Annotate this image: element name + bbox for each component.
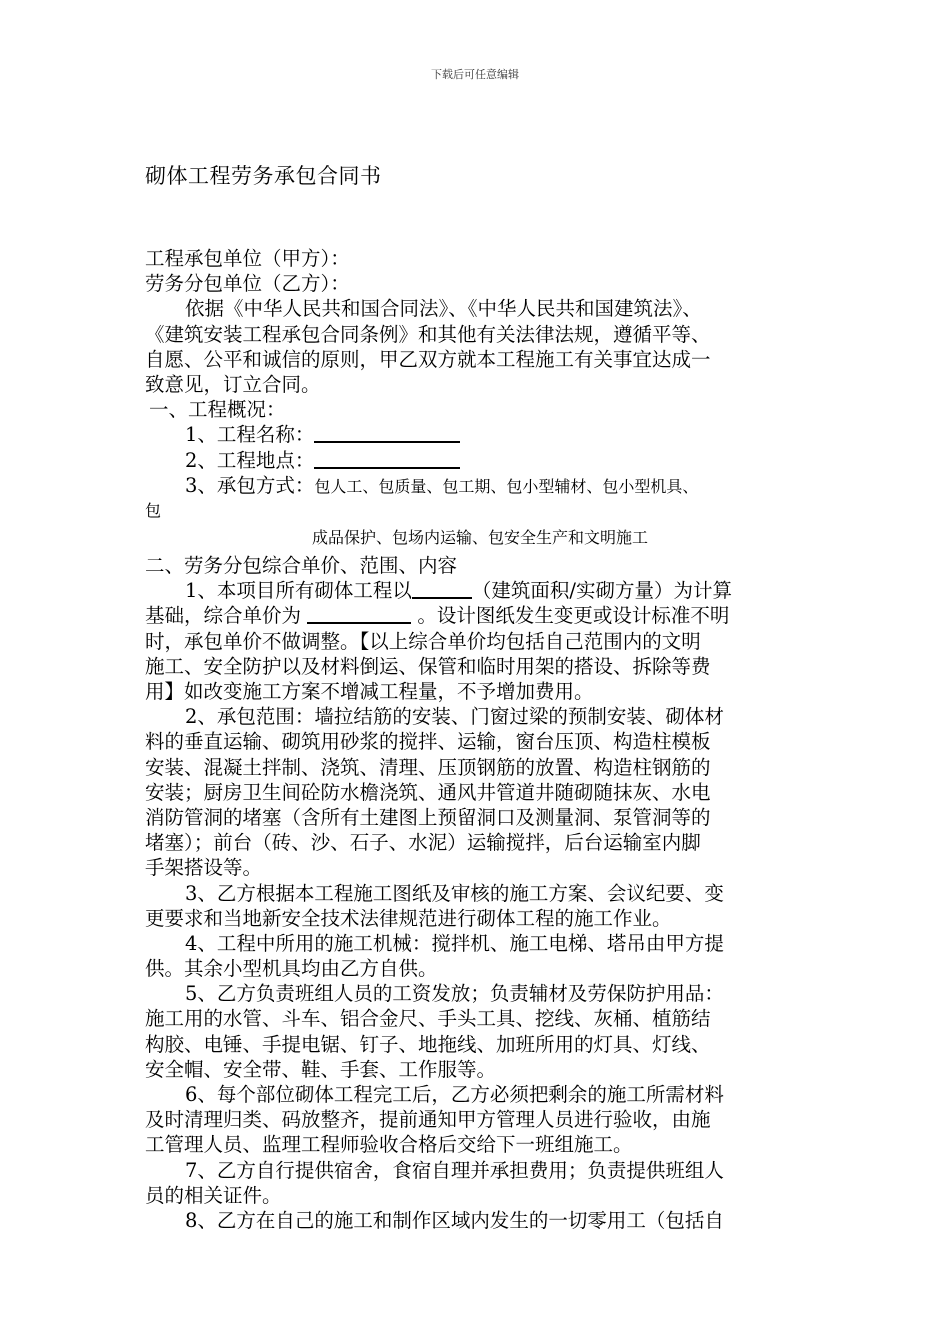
item-1-line: 施工、安全防护以及材料倒运、保管和临时用架的搭设、拆除等费 <box>145 654 711 678</box>
project-location-blank <box>314 449 460 469</box>
item-5-line: 施工用的水管、斗车、铝合金尺、手头工具、挖线、灰桶、植筋结 <box>145 1007 711 1031</box>
item-8-line: 8、乙方在自己的施工和制作区域内发生的一切零用工（包括自 <box>185 1208 724 1232</box>
item-6-line: 工管理人员、监理工程师验收合格后交给下一班组施工。 <box>145 1133 633 1157</box>
item-5-line: 构胶、电锤、手提电锯、钉子、地拖线、加班所用的灯具、灯线、 <box>145 1032 711 1056</box>
project-name-blank <box>314 423 460 443</box>
item-2-line: 安装；厨房卫生间砼防水檐浇筑、通风井管道井随砌随抹灰、水电 <box>145 780 711 804</box>
item-1-line: 用】如改变施工方案不增减工程量，不予增加费用。 <box>145 680 594 703</box>
item-1-text-d: 。设计图纸发生变更或设计标准不明 <box>417 604 730 628</box>
item-2-line: 安装、混凝土拌制、浇筑、清理、压顶钢筋的放置、构造柱钢筋的 <box>145 755 711 779</box>
item-1-text-a: 1、本项目所有砌体工程以 <box>185 579 412 603</box>
project-location-label: 2、工程地点： <box>185 448 315 472</box>
project-location-line <box>145 448 810 473</box>
party-a-line: 工程承包单位（甲方）： <box>145 247 350 270</box>
intro-line: 《建筑安装工程承包合同条例》和其他有关法律法规，遵循平等、 <box>145 322 711 346</box>
item-4-line: 4、工程中所用的施工机械：搅拌机、施工电梯、塔吊由甲方提 <box>185 931 724 955</box>
item-2-line: 堵塞）；前台（砖、沙、石子、水泥）运输搅拌，后台运输室内脚 <box>145 831 701 855</box>
contract-method-line <box>145 473 810 498</box>
item-1-line <box>145 578 810 603</box>
item-5-line: 5、乙方负责班组人员的工资发放；负责辅材及劳保防护用品： <box>185 982 724 1006</box>
item-4-line: 供。其余小型机具均由乙方自供。 <box>145 957 438 981</box>
contract-method-text: 包人工、包质量、包工期、包小型辅材、包小型机具、 <box>314 476 699 496</box>
item-3-line: 3、乙方根据本工程施工图纸及审核的施工方案、会议纪要、变 <box>185 881 724 905</box>
contract-method-continuation: 成品保护、包场内运输、包安全生产和文明施工 <box>312 528 649 548</box>
unit-price-blank <box>307 604 411 624</box>
item-2-line: 手架搭设等。 <box>145 856 263 880</box>
project-name-label: 1、工程名称： <box>185 423 315 447</box>
party-b-line: 劳务分包单位（乙方）： <box>145 272 350 296</box>
page-header-note: 下载后可任意编辑 <box>431 68 519 81</box>
section-2-heading: 二、劳务分包综合单价、范围、内容 <box>145 554 458 578</box>
project-name-line <box>145 422 810 447</box>
section-1-heading: 一、工程概况： <box>149 398 286 422</box>
item-2-line: 料的垂直运输、砌筑用砂浆的搅拌、运输，窗台压顶、构造柱模板 <box>145 730 711 754</box>
intro-line: 致意见，订立合同。 <box>145 372 321 396</box>
item-6-line: 6、每个部位砌体工程完工后，乙方必须把剩余的施工所需材料 <box>185 1083 724 1106</box>
document-title: 砌体工程劳务承包合同书 <box>145 164 382 188</box>
item-1-line: 时，承包单价不做调整。【以上综合单价均包括自己范围内的文明 <box>145 629 701 653</box>
item-5-line: 安全帽、安全带、鞋、手套、工作服等。 <box>145 1057 497 1081</box>
item-3-line: 更要求和当地新安全技术法律规范进行砌体工程的施工作业。 <box>145 906 672 930</box>
item-6-line: 及时清理归类、码放整齐，提前通知甲方管理人员进行验收，由施 <box>145 1108 711 1132</box>
contract-method-label: 3、承包方式： <box>185 473 315 497</box>
item-2-line: 消防管洞的堵塞（含所有土建图上预留洞口及测量洞、泵管洞等的 <box>145 805 711 829</box>
basis-blank <box>412 579 472 599</box>
item-2-line: 2、承包范围：墙拉结筋的安装、门窗过梁的预制安装、砌体材 <box>185 705 724 729</box>
intro-line: 自愿、公平和诚信的原则，甲乙双方就本工程施工有关事宜达成一 <box>145 347 711 371</box>
item-1-line <box>145 603 810 628</box>
contract-body <box>145 246 810 1233</box>
item-1-text-c: 基础，综合单价为 <box>145 604 302 628</box>
item-7-line: 员的相关证件。 <box>145 1183 282 1207</box>
contract-method-wrap: 包 <box>145 500 162 520</box>
intro-line: 依据《中华人民共和国合同法》、《中华人民共和国建筑法》、 <box>185 297 702 321</box>
item-1-text-b: （建筑面积/实砌方量）为计算 <box>471 579 732 603</box>
item-7-line: 7、乙方自行提供宿舍，食宿自理并承担费用；负责提供班组人 <box>185 1158 724 1182</box>
